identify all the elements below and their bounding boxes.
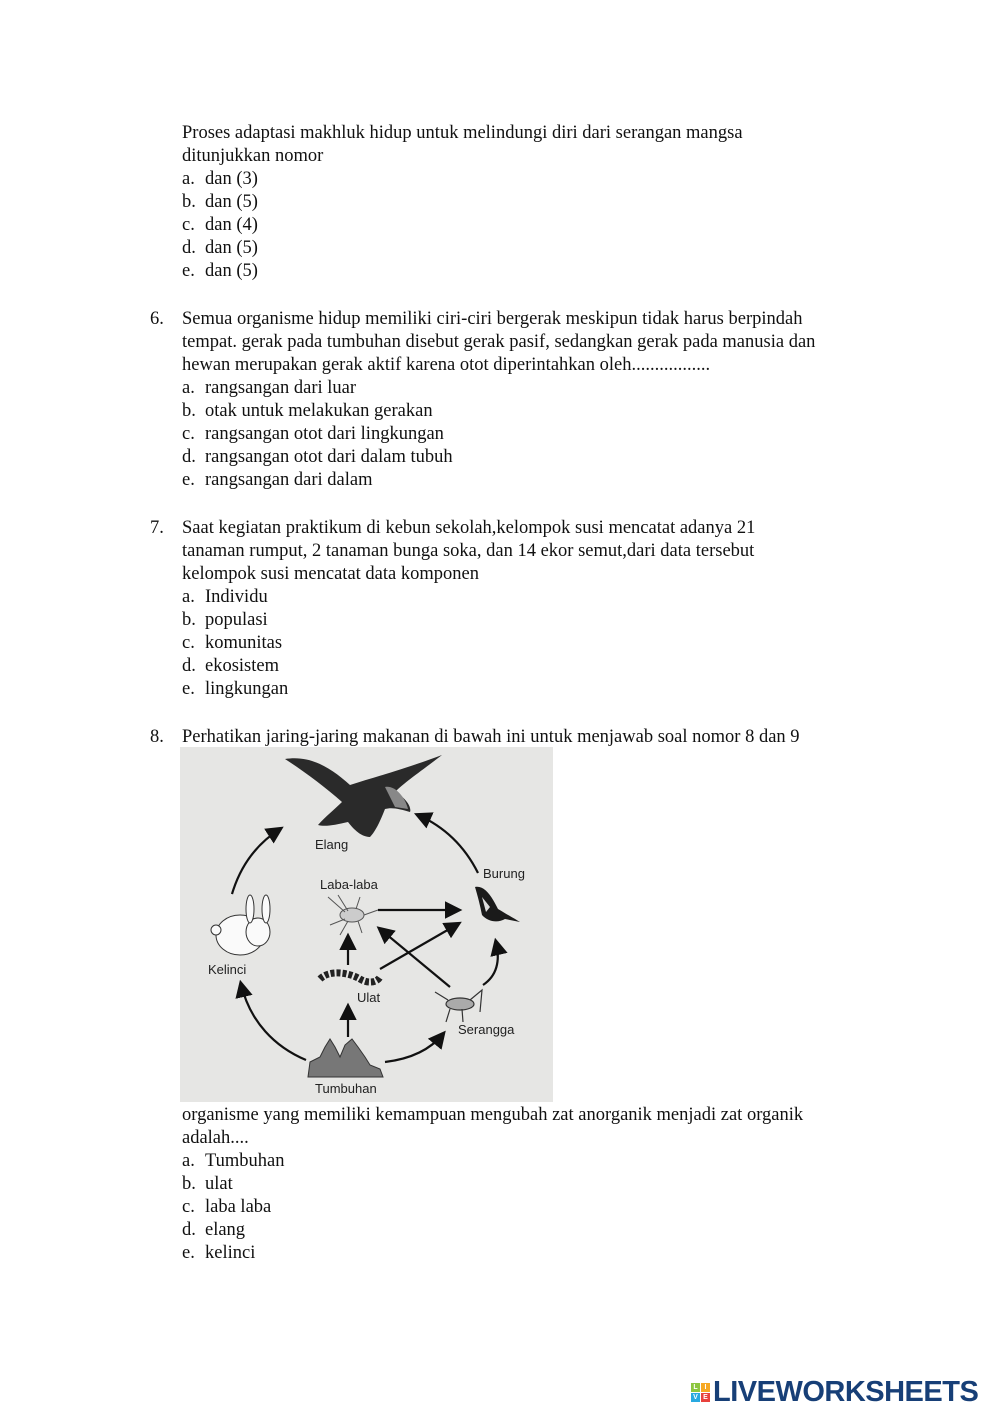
question-8-intro: Perhatikan jaring-jaring makanan di bawah ini untuk menjawab soal nomor 8 dan 9 [182, 727, 800, 747]
question-6-text-line: Semua organisme hidup memiliki ciri-ciri bergerak meskipun tidak harus berpindah [182, 309, 803, 329]
option-text: komunitas [205, 633, 283, 653]
question-6-option-d[interactable] [182, 446, 453, 469]
option-text: ekosistem [205, 656, 279, 676]
option-text: rangsangan dari dalam [205, 470, 373, 490]
question-7-text-line: kelompok susi mencatat data komponen [182, 564, 479, 584]
option-letter: a. [182, 169, 195, 189]
question-5-option-e[interactable] [182, 260, 258, 283]
question-5-option-c[interactable] [182, 214, 258, 237]
option-text: Tumbuhan [205, 1151, 285, 1171]
option-text: Individu [205, 587, 268, 607]
option-letter: e. [182, 261, 195, 281]
question-7-text-line: tanaman rumput, 2 tanaman bunga soka, dan 14 ekor semut,dari data tersebut [182, 541, 755, 561]
option-letter: b. [182, 610, 196, 630]
rabbit-illustration [211, 895, 270, 955]
question-7-option-e[interactable] [182, 678, 288, 701]
question-5-text-line: Proses adaptasi makhluk hidup untuk melindungi diri dari serangan mangsa [182, 123, 743, 143]
option-letter: b. [182, 401, 196, 421]
question-8-option-d[interactable] [182, 1219, 245, 1242]
logo-tile: V [691, 1393, 700, 1402]
question-5-option-d[interactable] [182, 237, 258, 260]
option-text: dan (5) [205, 192, 258, 212]
option-text: elang [205, 1220, 246, 1240]
option-text: otak untuk melakukan gerakan [205, 401, 433, 421]
option-letter: c. [182, 424, 195, 444]
option-text: populasi [205, 610, 268, 630]
question-7-number: 7. [150, 518, 164, 538]
question-6-option-b[interactable] [182, 400, 433, 423]
grasshopper-illustration [435, 990, 482, 1022]
arrow-tumbuhan-kelinci [241, 984, 306, 1060]
arrow-serangga-burung [483, 942, 498, 985]
question-6-text-line: tempat. gerak pada tumbuhan disebut gerak pasif, sedangkan gerak pada manusia dan [182, 332, 816, 352]
label-burung: Burung [483, 866, 525, 881]
option-letter: c. [182, 215, 195, 235]
option-text: dan (5) [205, 261, 258, 281]
question-6-option-e[interactable] [182, 469, 372, 492]
question-8-option-b[interactable] [182, 1173, 233, 1196]
option-letter: d. [182, 1220, 196, 1240]
option-text: dan (3) [205, 169, 258, 189]
question-5-option-a[interactable] [182, 168, 258, 191]
food-web-diagram [180, 747, 553, 1102]
option-letter: d. [182, 656, 196, 676]
option-letter: b. [182, 192, 196, 212]
question-6-option-c[interactable] [182, 423, 444, 446]
option-text: lingkungan [205, 679, 289, 699]
question-7-option-b[interactable] [182, 609, 268, 632]
option-text: rangsangan dari luar [205, 378, 357, 398]
logo-tile: L [691, 1383, 700, 1392]
eagle-illustration [285, 755, 442, 837]
question-7-option-c[interactable] [182, 632, 282, 655]
arrow-serangga-laba [380, 929, 450, 987]
option-letter: b. [182, 1174, 196, 1194]
option-letter: c. [182, 1197, 195, 1217]
logo-tile: I [701, 1383, 710, 1392]
option-text: rangsangan otot dari dalam tubuh [205, 447, 453, 467]
option-letter: c. [182, 633, 195, 653]
liveworksheets-logo [691, 1376, 978, 1409]
question-8-option-a[interactable] [182, 1150, 285, 1173]
question-5-option-b[interactable] [182, 191, 258, 214]
option-letter: e. [182, 1243, 195, 1263]
arrow-tumbuhan-serangga [385, 1034, 443, 1062]
question-8-number: 8. [150, 727, 164, 747]
option-letter: e. [182, 679, 195, 699]
option-letter: d. [182, 447, 196, 467]
option-letter: e. [182, 470, 195, 490]
question-5-text-line: ditunjukkan nomor [182, 146, 324, 166]
label-serangga: Serangga [458, 1022, 515, 1037]
label-ulat: Ulat [357, 990, 381, 1005]
question-7-text-line: Saat kegiatan praktikum di kebun sekolah,kelompok susi mencatat adanya 21 [182, 518, 756, 538]
label-kelinci: Kelinci [208, 962, 247, 977]
option-text: rangsangan otot dari lingkungan [205, 424, 444, 444]
option-letter: a. [182, 587, 195, 607]
spider-illustration [328, 895, 378, 935]
label-laba-laba: Laba-laba [320, 877, 378, 892]
question-6-option-a[interactable] [182, 377, 356, 400]
question-8-option-e[interactable] [182, 1242, 255, 1265]
bird-illustration [475, 887, 520, 922]
label-tumbuhan: Tumbuhan [315, 1081, 377, 1096]
arrow-burung-elang [418, 815, 478, 873]
logo-tiles-icon [691, 1383, 710, 1402]
plant-illustration [308, 1039, 383, 1077]
arrow-kelinci-elang [232, 829, 280, 894]
label-elang: Elang [315, 837, 349, 852]
option-text: ulat [205, 1174, 233, 1194]
question-6-text-line: hewan merupakan gerak aktif karena otot diperintahkan oleh................. [182, 355, 711, 375]
logo-text: LIVEWORKSHEETS [713, 1376, 979, 1408]
option-text: dan (5) [205, 238, 258, 258]
logo-tile: E [701, 1393, 710, 1402]
question-8-option-c[interactable] [182, 1196, 271, 1219]
option-letter: a. [182, 1151, 195, 1171]
option-text: kelinci [205, 1243, 256, 1263]
option-text: dan (4) [205, 215, 258, 235]
option-letter: a. [182, 378, 195, 398]
question-7-option-a[interactable] [182, 586, 268, 609]
question-8-text-line: adalah.... [182, 1128, 249, 1148]
option-letter: d. [182, 238, 196, 258]
question-7-option-d[interactable] [182, 655, 279, 678]
question-6-number: 6. [150, 309, 164, 329]
option-text: laba laba [205, 1197, 272, 1217]
question-8-text-line: organisme yang memiliki kemampuan mengubah zat anorganik menjadi zat organik [182, 1105, 804, 1125]
caterpillar-illustration [320, 973, 380, 982]
